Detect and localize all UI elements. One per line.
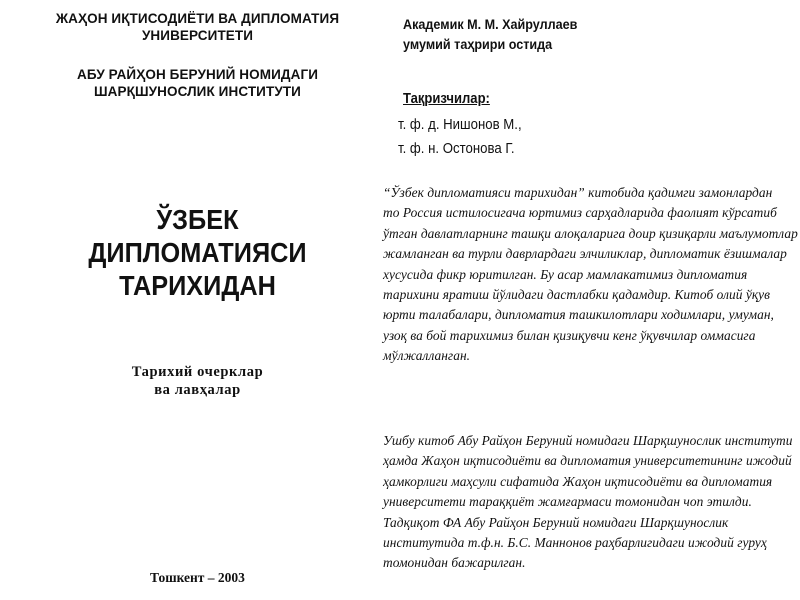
book-title-line: ДИПЛОМАТИЯСИ (88, 237, 307, 268)
book-title (16, 203, 379, 302)
publication-note (383, 431, 792, 574)
description-line: то Россия истилосигача юртимиз сарҳадларида фаолият кўрсатиб (383, 205, 777, 221)
description-line: ўтган давлатларнинг ташқи алоқаларига доир қизиқарли маълумотлар (383, 225, 798, 241)
publication-note-line: ҳамкорлиги маҳсули сифатида Жаҳон иқтисодиёти ва дипломатия (383, 473, 773, 489)
university-name (0, 10, 395, 44)
description-line: узоқ ва бой тарихимиз билан қизиқувчи кенг ўқувчилар оммасига (383, 327, 756, 343)
publication-note-line: томонидан бажарилган. (383, 555, 526, 571)
publication-note-line: институтида т.ф.н. Б.С. Маннонов раҳбарлигидаги ижодий гуруҳ (383, 535, 767, 551)
publication-note-line: Тадқиқот ФА Абу Райҳон Беруний номидаги Шарқшунослик (383, 514, 729, 530)
description-line: “Ўзбек дипломатияси тарихидан” китобида қадимги замонлардан (383, 185, 773, 200)
book-subtitle (0, 363, 395, 399)
book-subtitle-line: Тарихий очерклар (131, 364, 264, 380)
editor-credit (403, 14, 577, 54)
description-line: хусусида фикр юритилган. Бу асар мамлакатимиз дипломатия (383, 266, 748, 282)
title-page (0, 0, 395, 600)
description-line: жамланган ва турли даврлардаги элчиликлар, дипломатик ёзишмалар (383, 246, 787, 262)
publication-note-line: университети тараққиёт жамғармаси томонидан чоп этилди. (383, 494, 752, 510)
imprint-city-year: Тошкент – 2003 (150, 570, 245, 585)
university-name-line: ЖАҲОН ИҚТИСОДИЁТИ ВА ДИПЛОМАТИЯ (55, 11, 340, 26)
book-title-line: ТАРИХИДАН (119, 270, 276, 301)
reviewer-item: т. ф. н. Остонова Г. (398, 140, 515, 157)
editor-credit-line: Академик М. М. Хайруллаев (403, 16, 578, 32)
publication-note-line: Ушбу китоб Абу Райҳон Беруний номидаги Шарқшунослик институти (383, 433, 793, 448)
book-title-line: ЎЗБЕК (156, 204, 239, 235)
reviewers-heading: Тақризчилар: (403, 91, 490, 107)
colophon-page (383, 0, 800, 600)
description-line: мўлжалланган. (383, 348, 471, 364)
institute-name (0, 66, 395, 100)
reviewers-list (398, 113, 522, 161)
description-line: юрти талабалари, дипломатия ташкилотлари ходимлари, умуман, (383, 307, 774, 323)
university-name-line: УНИВЕРСИТЕТИ (141, 28, 254, 43)
institute-name-line: АБУ РАЙҲОН БЕРУНИЙ НОМИДАГИ (77, 67, 318, 82)
book-description (383, 183, 798, 367)
institute-name-line: ШАРҚШУНОСЛИК ИНСТИТУТИ (94, 84, 301, 99)
editor-credit-line: умумий таҳрири остида (403, 36, 553, 52)
reviewer-item: т. ф. д. Нишонов М., (398, 116, 522, 133)
publication-note-line: ҳамда Жаҳон иқтисодиёти ва дипломатия университетининг ижодий (383, 453, 792, 469)
description-line: тарихини яратиш йўлидаги дастлабки қадамдир. Китоб олий ўқув (383, 287, 771, 303)
book-subtitle-line: ва лавҳалар (154, 382, 241, 398)
